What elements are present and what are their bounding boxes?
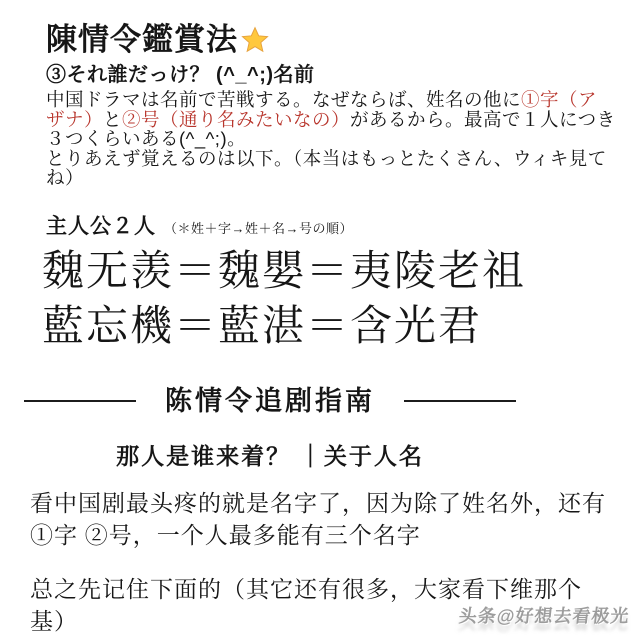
protagonists-heading-main: 主人公２人 xyxy=(46,214,156,238)
chinese-guide-section xyxy=(0,382,640,638)
intro-red1: ①字（アザナ） xyxy=(46,89,598,130)
page-title xyxy=(46,22,614,58)
banner-title: 陈情令追剧指南 xyxy=(165,385,375,416)
banner-left-rule xyxy=(24,400,136,402)
page-title-text: 陳情令鑑賞法 xyxy=(46,22,238,57)
intro-red2: ②号（通り名みたいなの） xyxy=(122,108,351,130)
protagonist-name-line-1: 魏无羡＝魏嬰＝夷陵老祖 xyxy=(42,246,527,294)
watermark: 头条@好想去看极光 xyxy=(458,606,631,626)
star-icon xyxy=(240,25,270,55)
guide-paragraph-2: 总之先记住下面的（其它还有很多，大家看下维那个基） xyxy=(30,576,582,634)
intro-paragraph xyxy=(46,90,616,149)
intro-seg1: 中国ドラマは名前で苦戦する。なぜならば、姓名の他に xyxy=(46,89,522,110)
banner-right-rule xyxy=(404,400,516,402)
protagonist-name-line-2: 藍忘機＝藍湛＝含光君 xyxy=(42,301,483,349)
protagonists-heading xyxy=(46,210,614,240)
banner xyxy=(24,382,516,420)
protagonists-heading-note: （＊姓＋字→姓＋名→号の順） xyxy=(164,220,354,236)
intro-line2: とりあえず覚えるのは以下。（本当はもっとたくさん、ウィキ見てね） xyxy=(46,147,607,189)
guide-subtitle: 那人是谁来着？ ｜关于人名 xyxy=(116,443,424,469)
section-subtitle: ③それ誰だっけ？ (^_^;)名前 xyxy=(46,64,315,86)
intro-block xyxy=(46,90,616,188)
intro-seg3: があるから。最高で１人につき３つくらいある(^_^;)。 xyxy=(46,108,616,150)
intro-seg2: と xyxy=(103,108,123,130)
guide-paragraph-1: 看中国剧最头疼的就是名字了，因为除了姓名外，还有①字 ②号，一个人最多能有三个名字 xyxy=(30,490,606,548)
